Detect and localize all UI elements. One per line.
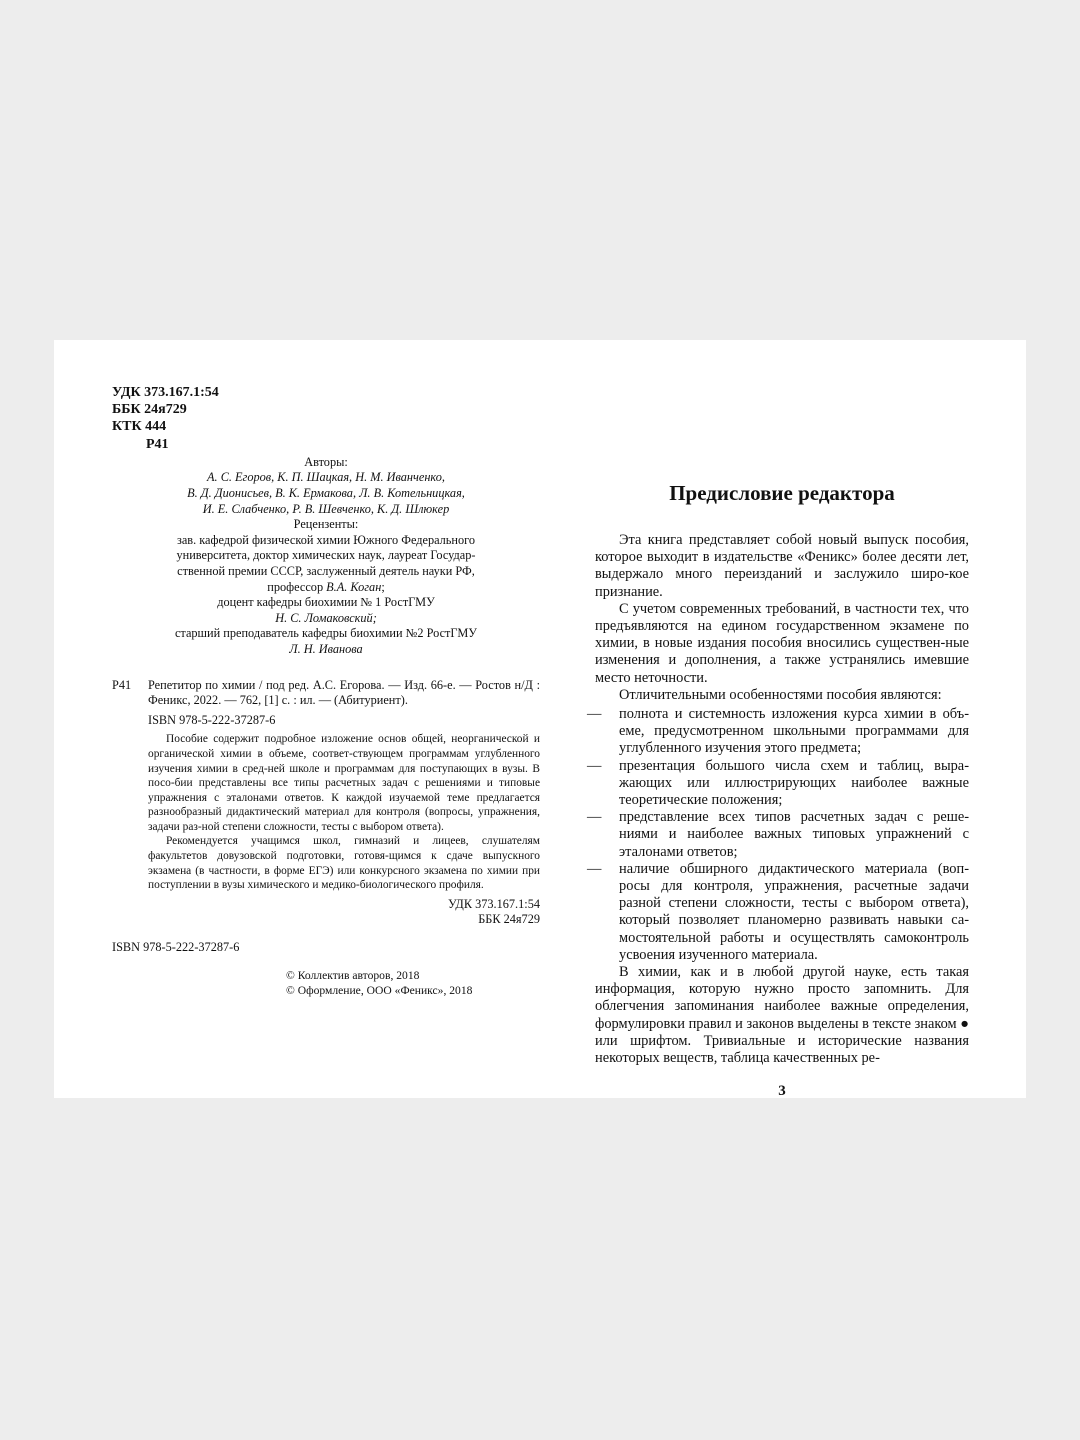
reviewer-name: В.А. Коган [326,579,382,594]
list-item: — представление всех типов расчетных задач с реше-ниями и наиболее важных типовых упражнений с эталонами ответов; [595,809,969,861]
copyright-line: © Оформление, ООО «Феникс», 2018 [286,984,473,998]
authors-block [112,455,540,658]
authors-line: В. Д. Дионисьев, В. К. Ермакова, Л. В. Котельницкая, [187,486,465,500]
spacer [112,658,540,676]
catalog-card [112,678,540,929]
reviewer-line: старший преподаватель кафедры биохимии №2 РостГМУ [174,626,478,641]
page-number: 3 [778,1083,786,1100]
reviewer-title: профессор [267,579,327,594]
reviewer-suffix: ; [381,579,385,594]
udk-code: УДК 373.167.1:54 [112,385,219,400]
reviewers-heading: Рецензенты: [293,517,359,532]
paragraph: В химии, как и в любой другой науке, есть такая информация, которую нужно просто запомнить. Для облегчения запоминания наиболее важные определения, формулировки правил и законов выделены в тексте знаком ● или шрифтом. Тривиальные и исторические названия некоторых веществ, таблица качественных ре- [595,964,969,1067]
annotation [148,732,540,893]
catalog-entry: Репетитор по химии / под ред. А.С. Егорова. — Изд. 66-е. — Ростов н/Д : Феникс, 2022. — 762, [1] с. : ил. — (Абитуриент). [148,677,540,708]
reviewer-line: зав. кафедрой физической химии Южного Федерального [176,532,476,547]
list-item: — наличие обширного дидактического материала (воп-росы для контроля, упражнения, расчетные задачи разной степени сложности, тесты с выбором ответа), который позволяет планомерно развивать навыки са-мостоятельной работы и осуществлять самоконтроль усвоения изученного материала. [595,861,969,964]
copyright-line: © Коллектив авторов, 2018 [286,968,420,982]
paragraph: Отличительными особенностями пособия являются: [619,686,942,703]
features-list [595,706,969,964]
authors-heading: Авторы: [304,454,348,469]
reviewer-line: доцент кафедры биохимии № 1 РостГМУ [217,595,435,610]
isbn-bottom: ISBN 978-5-222-37287-6 [112,940,240,955]
reviewer-name: Л. Н. Иванова [289,641,363,656]
list-item: — полнота и системность изложения курса химии в объ-еме, предусмотренном школьными программами для углубленного изучения этого предмета; [595,706,969,758]
udk-code: УДК 373.167.1:54 [447,896,540,911]
reviewer-line: университета, доктор химических наук, лауреат Государ- [176,548,476,563]
copyright-block [286,968,540,999]
list-item: — презентация большого числа схем и таблиц, выра-жающих или иллюстрирующих наиболее важные теоретические положения; [595,758,969,810]
author-mark: Р41 [146,436,169,452]
annotation-paragraph: Пособие содержит подробное изложение основ общей, неорганической и органической химии в объеме, соответ-ствующем программам углубленного изучения химии в сред-ней школе и программам для поступающих в вузы. В посо-бии представлены все типы расчетных задач с решениями и типовые упражнения с эталонами ответов. К каждой изучаемой теме предлагается разнообразный дидактический материал для контроля (вопросы, упражнения, задачи раз-ной степени сложности, тесты с выбором ответа). [148,733,540,833]
catalog-body [148,678,540,929]
book-spread [54,340,1026,1098]
bbk-code: ББК 24я729 [112,402,187,418]
bbk-code: ББК 24я729 [478,912,540,927]
annotation-paragraph: Рекомендуется учащимся школ, гимназий и лицеев, слушателям факультетов довузовской подготовки, готовя-щимся к сдаче выпускного экзамена (в частности, в форме ЕГЭ) или конкурсного экзамена по химии при поступлении в вузы химического и медико-биологического профиля. [148,835,540,892]
authors-line: И. Е. Слабченко, Р. В. Шевченко, К. Д. Шлюкер [202,501,450,516]
catalog-codes [148,897,540,928]
authors-line: А. С. Егоров, К. П. Шацкая, Н. М. Иванченко, [207,470,445,485]
catalog-mark: Р41 [112,677,132,692]
paragraph: С учетом современных требований, в частности тех, что предъявляются на едином государственном экзамене по химии, в новые издания пособия вносились существен-ные изменения и дополнения, а также устранялись имевшие место неточности. [595,600,969,686]
reviewer-line: ственной премии СССР, заслуженный деятель науки РФ, [177,563,475,578]
page-title: Предисловие редактора [669,481,895,505]
reviewer-name: Н. С. Ломаковский; [275,610,377,625]
isbn: ISBN 978-5-222-37287-6 [148,712,276,727]
left-page [112,384,540,999]
paragraph: Эта книга представляет собой новый выпуск пособия, которое выходит в издательстве «Феникс» более десяти лет, выдержало много переизданий и заслужило широ-кое признание. [595,532,969,600]
classification-codes [112,384,540,453]
ktk-code: КТК 444 [112,419,167,435]
right-page [595,480,969,1101]
reviewer-line [112,580,540,596]
